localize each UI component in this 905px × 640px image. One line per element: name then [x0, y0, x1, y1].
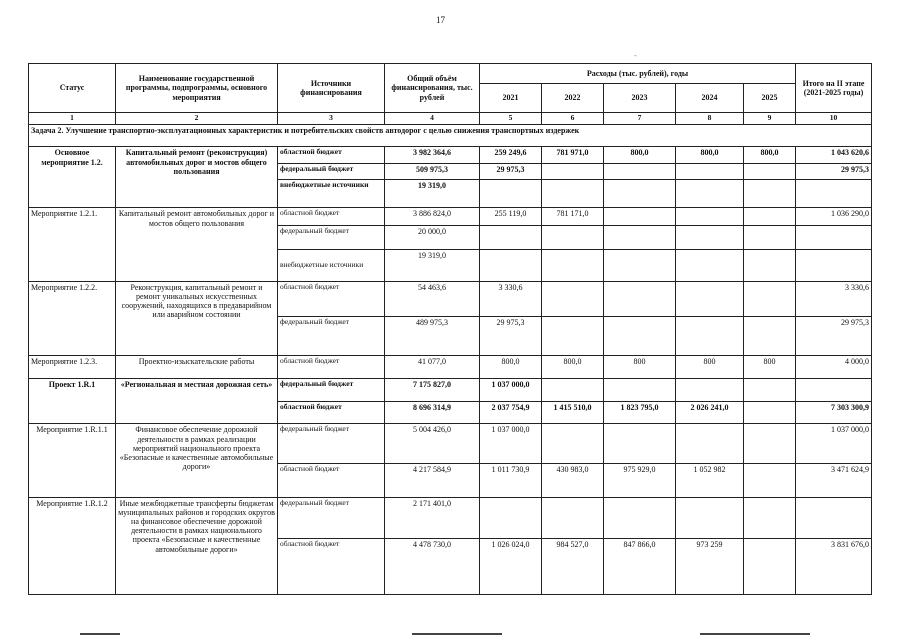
total-cell: 2 171 401,0 [385, 497, 480, 538]
stage-total-cell: 1 037 000,0 [796, 424, 872, 463]
year-value [744, 249, 796, 281]
stage-total-cell: 1 043 620,6 [796, 147, 872, 164]
stage-total-cell: 4 000,0 [796, 356, 872, 379]
header-year: 2025 [744, 84, 796, 113]
name-cell: Иные межбюджетные трансферты бюджетам муниципальных районов и городских округов на финансовое обеспечение дорожной деятельности в рамках национального проекта «Безопасные и качественные автомобильные дороги» [116, 497, 278, 594]
source-cell: внебюджетные источники [278, 249, 385, 281]
source-cell: областной бюджет [278, 281, 385, 316]
total-cell: 5 004 426,0 [385, 424, 480, 463]
stage-total-cell: 1 036 290,0 [796, 208, 872, 226]
source-cell: внебюджетные источники [278, 180, 385, 208]
year-value: 1 823 795,0 [604, 401, 676, 424]
source-cell: областной бюджет [278, 401, 385, 424]
year-value [604, 163, 676, 180]
header-year: 2021 [480, 84, 542, 113]
year-value [744, 316, 796, 355]
stage-total-cell [796, 225, 872, 249]
year-value [676, 424, 744, 463]
year-value [676, 378, 744, 401]
status-cell: Мероприятие 1.R.1.2 [29, 497, 116, 594]
year-value [604, 378, 676, 401]
total-cell: 3 886 824,0 [385, 208, 480, 226]
year-value [542, 424, 604, 463]
year-value: 984 527,0 [542, 539, 604, 595]
year-value: 1 011 730,9 [480, 463, 542, 497]
name-cell: Капитальный ремонт автомобильных дорог и мостов общего пользования [116, 208, 278, 281]
source-cell: федеральный бюджет [278, 497, 385, 538]
name-cell: «Региональная и местная дорожная сеть» [116, 378, 278, 423]
header-sources: Источники финансирования [278, 64, 385, 113]
year-value [542, 316, 604, 355]
year-value [744, 424, 796, 463]
total-cell: 489 975,3 [385, 316, 480, 355]
year-value [744, 497, 796, 538]
year-value: 1 026 024,0 [480, 539, 542, 595]
task-heading: Задача 2. Улучшение транспортно-эксплуатационных характеристик и потребительских свойств автодорог с целью снижения транспортных издержек [29, 124, 872, 147]
source-cell: областной бюджет [278, 208, 385, 226]
status-cell: Проект 1.R.1 [29, 378, 116, 423]
header-year: 2023 [604, 84, 676, 113]
year-value [744, 463, 796, 497]
source-cell: областной бюджет [278, 463, 385, 497]
year-value [480, 497, 542, 538]
year-value [744, 180, 796, 208]
year-value [744, 401, 796, 424]
stage-total-cell [796, 378, 872, 401]
year-value [744, 163, 796, 180]
year-value: 430 983,0 [542, 463, 604, 497]
total-cell: 54 463,6 [385, 281, 480, 316]
stage-total-cell: 3 831 676,0 [796, 539, 872, 595]
year-value [676, 497, 744, 538]
header-total: Общий объём финансирования, тыс. рублей [385, 64, 480, 113]
year-value: 29 975,3 [480, 316, 542, 355]
year-value [542, 378, 604, 401]
year-value: 2 037 754,9 [480, 401, 542, 424]
column-number: 7 [604, 113, 676, 125]
name-cell: Реконструкция, капитальный ремонт и ремонт уникальных искусственных сооружений, находящихся в предаварийном или аварийном состоянии [116, 281, 278, 355]
year-value [480, 180, 542, 208]
year-value: 800 [676, 356, 744, 379]
year-value: 259 249,6 [480, 147, 542, 164]
year-value [676, 163, 744, 180]
column-number: 2 [116, 113, 278, 125]
source-cell: областной бюджет [278, 539, 385, 595]
column-number: 6 [542, 113, 604, 125]
header-status: Статус [29, 64, 116, 113]
year-value [604, 497, 676, 538]
year-value [744, 539, 796, 595]
year-value: 781 971,0 [542, 147, 604, 164]
budget-table [28, 63, 872, 595]
year-value: 847 866,0 [604, 539, 676, 595]
total-cell: 19 319,0 [385, 249, 480, 281]
year-value: 1 415 510,0 [542, 401, 604, 424]
stage-total-cell: 3 330,6 [796, 281, 872, 316]
year-value [604, 180, 676, 208]
total-cell: 7 175 827,0 [385, 378, 480, 401]
year-value: 3 330,6 [480, 281, 542, 316]
year-value: 800 [744, 356, 796, 379]
scan-mark: - [634, 51, 637, 60]
year-value [676, 180, 744, 208]
year-value: 975 929,0 [604, 463, 676, 497]
stage-total-cell [796, 497, 872, 538]
year-value [676, 225, 744, 249]
stage-total-cell [796, 249, 872, 281]
column-number: 8 [676, 113, 744, 125]
page-number: 17 [436, 15, 445, 25]
year-value: 800,0 [744, 147, 796, 164]
header-expenses: Расходы (тыс. рублей), годы [480, 64, 796, 84]
year-value [542, 249, 604, 281]
year-value [480, 225, 542, 249]
year-value [604, 225, 676, 249]
year-value [604, 424, 676, 463]
year-value [676, 316, 744, 355]
stage-total-cell: 7 303 300,9 [796, 401, 872, 424]
year-value [744, 225, 796, 249]
total-cell: 8 696 314,9 [385, 401, 480, 424]
source-cell: федеральный бюджет [278, 378, 385, 401]
stage-total-cell: 29 975,3 [796, 163, 872, 180]
column-number: 4 [385, 113, 480, 125]
year-value [604, 281, 676, 316]
source-cell: федеральный бюджет [278, 316, 385, 355]
status-cell: Мероприятие 1.R.1.1 [29, 424, 116, 497]
year-value: 2 026 241,0 [676, 401, 744, 424]
year-value: 1 037 000,0 [480, 424, 542, 463]
status-cell: Основное мероприятие 1.2. [29, 147, 116, 208]
header-stage-total: Итого на II этапе (2021-2025 годы) [796, 64, 872, 113]
name-cell: Капитальный ремонт (реконструкция) автомобильных дорог и мостов общего пользования [116, 147, 278, 208]
total-cell: 3 982 364,6 [385, 147, 480, 164]
total-cell: 4 217 584,9 [385, 463, 480, 497]
name-cell: Финансовое обеспечение дорожной деятельности в рамках реализации мероприятий национального проекта «Безопасные и качественные автомобильные дороги» [116, 424, 278, 497]
total-cell: 509 975,3 [385, 163, 480, 180]
year-value: 800,0 [542, 356, 604, 379]
source-cell: областной бюджет [278, 147, 385, 164]
status-cell: Мероприятие 1.2.3. [29, 356, 116, 379]
year-value [542, 281, 604, 316]
year-value [542, 163, 604, 180]
year-value: 1 052 982 [676, 463, 744, 497]
header-year: 2024 [676, 84, 744, 113]
year-value [604, 316, 676, 355]
column-number: 5 [480, 113, 542, 125]
column-number: 9 [744, 113, 796, 125]
year-value: 800 [604, 356, 676, 379]
year-value [676, 249, 744, 281]
stage-total-cell: 29 975,3 [796, 316, 872, 355]
year-value [542, 225, 604, 249]
year-value: 255 119,0 [480, 208, 542, 226]
total-cell: 41 077,0 [385, 356, 480, 379]
header-year: 2022 [542, 84, 604, 113]
total-cell: 4 478 730,0 [385, 539, 480, 595]
scan-edge-mark [80, 633, 120, 635]
header-name: Наименование государственной программы, подпрограммы, основного мероприятия [116, 64, 278, 113]
year-value: 781 171,0 [542, 208, 604, 226]
year-value: 800,0 [604, 147, 676, 164]
year-value: 1 037 000,0 [480, 378, 542, 401]
stage-total-cell: 3 471 624,9 [796, 463, 872, 497]
year-value [744, 378, 796, 401]
year-value [542, 180, 604, 208]
source-cell: федеральный бюджет [278, 163, 385, 180]
year-value [744, 281, 796, 316]
year-value [676, 208, 744, 226]
status-cell: Мероприятие 1.2.2. [29, 281, 116, 355]
year-value: 973 259 [676, 539, 744, 595]
column-number: 3 [278, 113, 385, 125]
scan-edge-mark [412, 633, 502, 635]
scan-edge-mark [700, 633, 810, 635]
source-cell: областной бюджет [278, 356, 385, 379]
year-value [744, 208, 796, 226]
year-value [604, 208, 676, 226]
source-cell: федеральный бюджет [278, 225, 385, 249]
column-number: 10 [796, 113, 872, 125]
year-value: 800,0 [676, 147, 744, 164]
total-cell: 20 000,0 [385, 225, 480, 249]
total-cell: 19 319,0 [385, 180, 480, 208]
name-cell: Проектно-изыскательские работы [116, 356, 278, 379]
stage-total-cell [796, 180, 872, 208]
year-value [604, 249, 676, 281]
column-number: 1 [29, 113, 116, 125]
year-value [676, 281, 744, 316]
source-cell: федеральный бюджет [278, 424, 385, 463]
year-value [542, 497, 604, 538]
status-cell: Мероприятие 1.2.1. [29, 208, 116, 281]
year-value [480, 249, 542, 281]
year-value: 800,0 [480, 356, 542, 379]
year-value: 29 975,3 [480, 163, 542, 180]
